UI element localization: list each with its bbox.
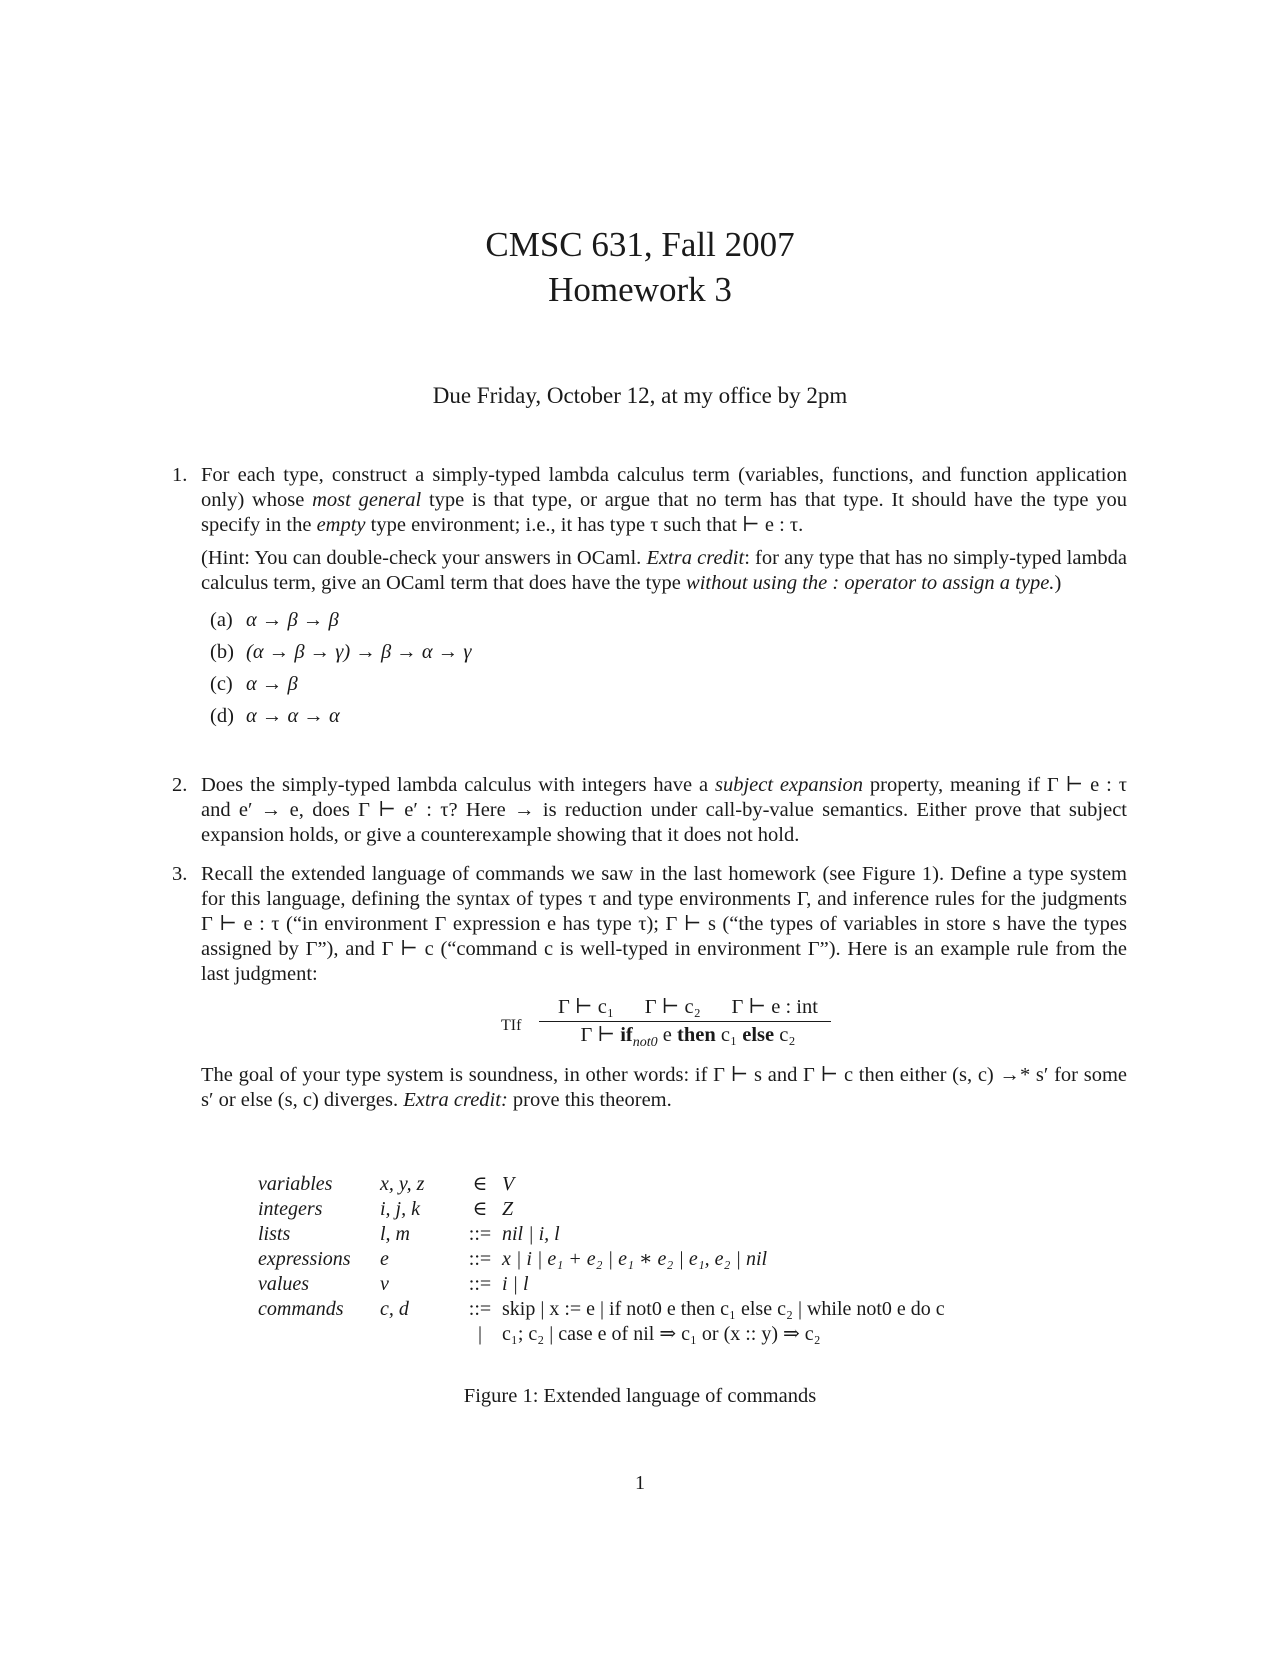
grammar-row: variables x, y, z ∈ V	[258, 1173, 515, 1195]
problem-statement: Recall the extended language of commands we saw in the last homework (see Figure 1). Define a type system for this language, defining the syntax of types τ and type environments Γ, and inference rules for the judgments Γ ⊢ e : τ (“in environment Γ expression e has type τ); Γ ⊢ s (“the types of variables in store s have the types assigned by Γ”), and Γ ⊢ c (“command c is well-typed in environment Γ”). Here is an example rule from the last judgment:	[201, 863, 1127, 985]
grammar-figure	[258, 1172, 1078, 1347]
figure-caption: Figure 1: Extended language of commands	[463, 1385, 817, 1407]
due-date: Due Friday, October 12, at my office by 2pm	[432, 383, 848, 408]
grammar-row: integers i, j, k ∈ Z	[258, 1198, 514, 1220]
assignment-title: Homework 3	[548, 270, 732, 309]
list-item: (a) α → β → β	[210, 609, 339, 631]
problem-1	[172, 463, 1127, 732]
grammar-row: values v ::= i | l	[258, 1273, 529, 1295]
grammar-row: expressions e ::= x | i | e₁ + e₂ | e₁ ∗ e₂ | e₁, e₂ | nil	[258, 1248, 768, 1270]
grammar-row: | c₁; c₂ | case e of nil ⇒ c₁ or (x :: y) ⇒ c₂	[477, 1323, 821, 1345]
hint-paragraph: (Hint: You can double-check your answers in OCaml. Extra credit: for any type that has no simply-typed lambda calculus term, give an OCaml term that does have the type without using the : operator to assign a type.)	[201, 547, 1127, 594]
problem-statement: For each type, construct a simply-typed lambda calculus term (variables, functions, and function application only) whose most general type is that type, or argue that no term has that type. It should have the type you specify in the empty type environment; i.e., it has type τ such that ⊢ e : τ.	[201, 464, 1128, 536]
rule-name: TIf	[501, 1017, 522, 1034]
rule-divider	[539, 1021, 831, 1022]
grammar-row: commands c, d ::= skip | x := e | if not0 e then c₁ else c₂ | while not0 e do c	[258, 1298, 945, 1320]
problem-number: 3.	[172, 863, 188, 885]
inference-rule	[201, 995, 1127, 1055]
problem-3	[172, 862, 1127, 1121]
list-item: (b) (α → β → γ) → β → α → γ	[210, 641, 472, 663]
rule-conclusion: Γ ⊢ $if_{not0}$ e then c₁ else c₂	[580, 1024, 796, 1051]
type-list	[210, 604, 1127, 732]
grammar-row: lists l, m ::= nil | i, l	[258, 1223, 560, 1245]
rule-premises: Γ ⊢ c₁ Γ ⊢ c₂ Γ ⊢ e : int	[558, 996, 818, 1018]
problem-number: 1.	[172, 464, 188, 486]
list-item: (d) α → α → α	[210, 705, 340, 727]
problem-2	[172, 773, 1127, 856]
goal-paragraph: The goal of your type system is soundness, in other words: if Γ ⊢ s and Γ ⊢ c then either (s, c) →* s′ for some s′ or else (s, c) diverges. Extra credit: prove this theorem.	[201, 1064, 1127, 1111]
course-title: CMSC 631, Fall 2007	[485, 225, 795, 264]
page-number: 1	[635, 1472, 645, 1494]
problem-statement: Does the simply-typed lambda calculus with integers have a subject expansion property, meaning if Γ ⊢ e : τ and e′ → e, does Γ ⊢ e′ : τ? Here → is reduction under call-by-value semantics. Either prove that subject expansion holds, or give a counterexample showing that it does not hold.	[201, 774, 1127, 846]
list-item: (c) α → β	[210, 673, 298, 695]
problem-number: 2.	[172, 774, 188, 796]
